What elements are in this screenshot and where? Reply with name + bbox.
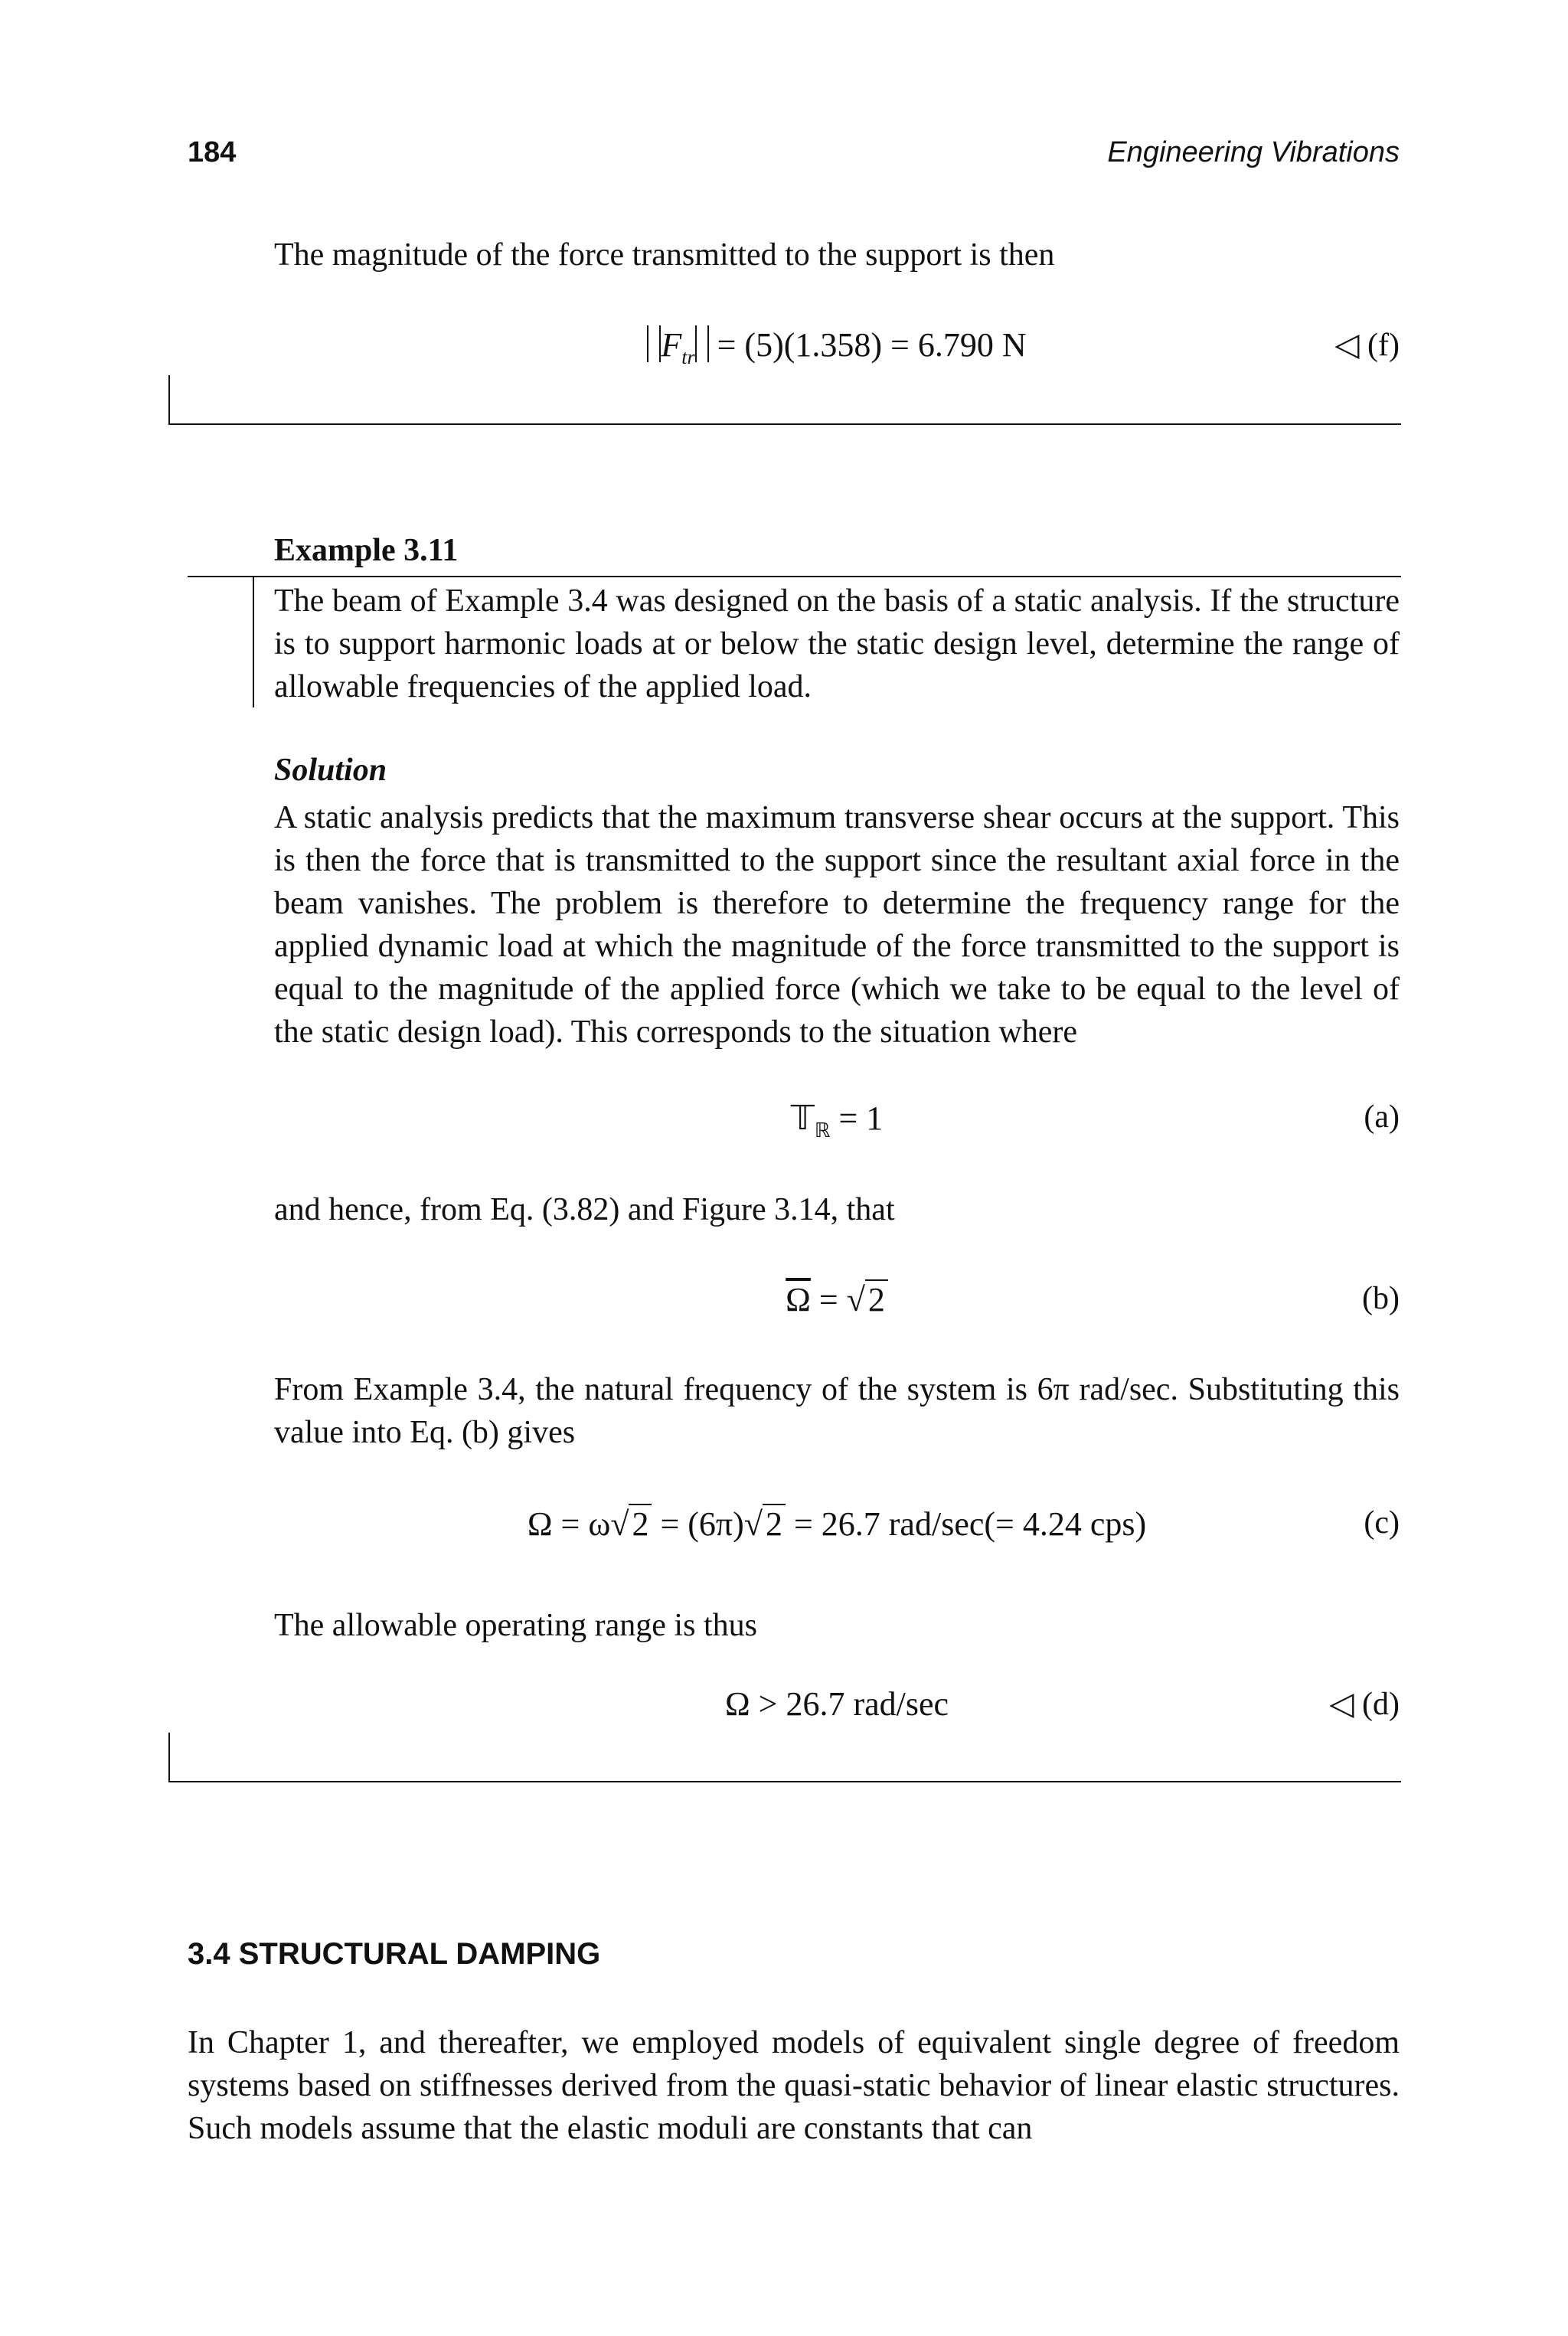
norm-bar-right xyxy=(695,325,709,362)
equation-b-equals: = xyxy=(818,1281,847,1318)
sqrt-symbol: √2 xyxy=(847,1280,888,1319)
equation-d xyxy=(274,1684,1400,1730)
equation-d-expression: Ω > 26.7 rad/sec xyxy=(724,1685,949,1723)
equation-f-rhs: = (5)(1.358) = 6.790 N xyxy=(717,326,1027,364)
omega-bar: $\overline{\Omega}$ xyxy=(786,1281,811,1318)
equation-b-expression xyxy=(274,1280,1400,1319)
example-side-rule xyxy=(253,576,254,707)
sqrt-argument: 2 xyxy=(865,1279,888,1318)
transmissibility-symbol: 𝕋 xyxy=(790,1099,815,1137)
force-symbol: F xyxy=(661,326,682,364)
equation-f-expression xyxy=(274,325,1400,369)
equation-a-label: (a) xyxy=(1364,1099,1400,1135)
example-top-rule xyxy=(188,576,1401,577)
force-subscript: tr xyxy=(681,345,695,368)
page-number: 184 xyxy=(188,136,237,168)
example-end-rule xyxy=(168,423,1401,425)
intro-text: The magnitude of the force transmitted to the support is then xyxy=(274,237,1055,273)
equation-c-part3: = 26.7 rad/sec(= 4.24 cps) xyxy=(785,1505,1147,1543)
equation-a xyxy=(274,1099,1400,1145)
sqrt-symbol-1: √2 xyxy=(610,1505,652,1544)
section-paragraph: In Chapter 1, and thereafter, we employed models of equivalent single degree of freedom systems based on stiffnesses derived from the quasi-static behavior of linear elastic structures. Such models assume that the elastic moduli are constants that can xyxy=(188,2025,1400,2146)
equation-d-label: ◁ (d) xyxy=(1329,1687,1400,1722)
text-after-c: The allowable operating range is thus xyxy=(274,1608,757,1643)
sqrt-argument-1: 2 xyxy=(629,1504,652,1543)
example-title: Example 3.11 xyxy=(274,533,459,568)
running-title: Engineering Vibrations xyxy=(1107,136,1400,168)
example-statement: The beam of Example 3.4 was designed on the basis of a static analysis. If the structure is to support harmonic loads at or below the static design level, determine the range of allowable frequencies of the applied load. xyxy=(274,583,1400,704)
equation-f-label: ◁ (f) xyxy=(1334,328,1400,363)
example-end-rule-vertical xyxy=(168,375,170,425)
equation-b xyxy=(274,1280,1400,1326)
equation-c xyxy=(274,1505,1400,1550)
equation-f xyxy=(274,325,1400,371)
equation-c-part1: Ω = ω xyxy=(527,1505,611,1543)
equation-c-part2: = (6π) xyxy=(652,1505,744,1543)
example-end-rule-2 xyxy=(168,1781,1401,1782)
solution-title: Solution xyxy=(274,753,387,788)
solution-paragraph: A static analysis predicts that the maximum transverse shear occurs at the support. This is then the force that is transmitted to the support since the resultant axial force in the beam vanishes. The problem is therefore to determine the frequency range for the applied dynamic load at which the magnitude of the force transmitted to the support is equal to the magnitude of the applied force (which we take to be equal to the level of the static design load). This corresponds to the situation where xyxy=(274,800,1400,1050)
equation-a-expression xyxy=(274,1099,1400,1142)
norm-bar-left xyxy=(647,325,661,362)
section-heading: 3.4 STRUCTURAL DAMPING xyxy=(188,1937,601,1971)
equation-b-label: (b) xyxy=(1362,1281,1400,1316)
equation-a-rhs: = 1 xyxy=(838,1099,884,1137)
sqrt-symbol-2: √2 xyxy=(744,1505,786,1544)
text-after-a: and hence, from Eq. (3.82) and Figure 3.14, that xyxy=(274,1192,895,1227)
text-after-b: From Example 3.4, the natural frequency of the system is 6π rad/sec. Substituting this value into Eq. (b) gives xyxy=(274,1372,1400,1450)
equation-c-label: (c) xyxy=(1364,1505,1400,1540)
equation-c-expression xyxy=(274,1505,1400,1544)
transmissibility-subscript: ℝ xyxy=(814,1119,831,1142)
sqrt-argument-2: 2 xyxy=(763,1504,786,1543)
example-end-rule-vertical-2 xyxy=(168,1733,170,1782)
